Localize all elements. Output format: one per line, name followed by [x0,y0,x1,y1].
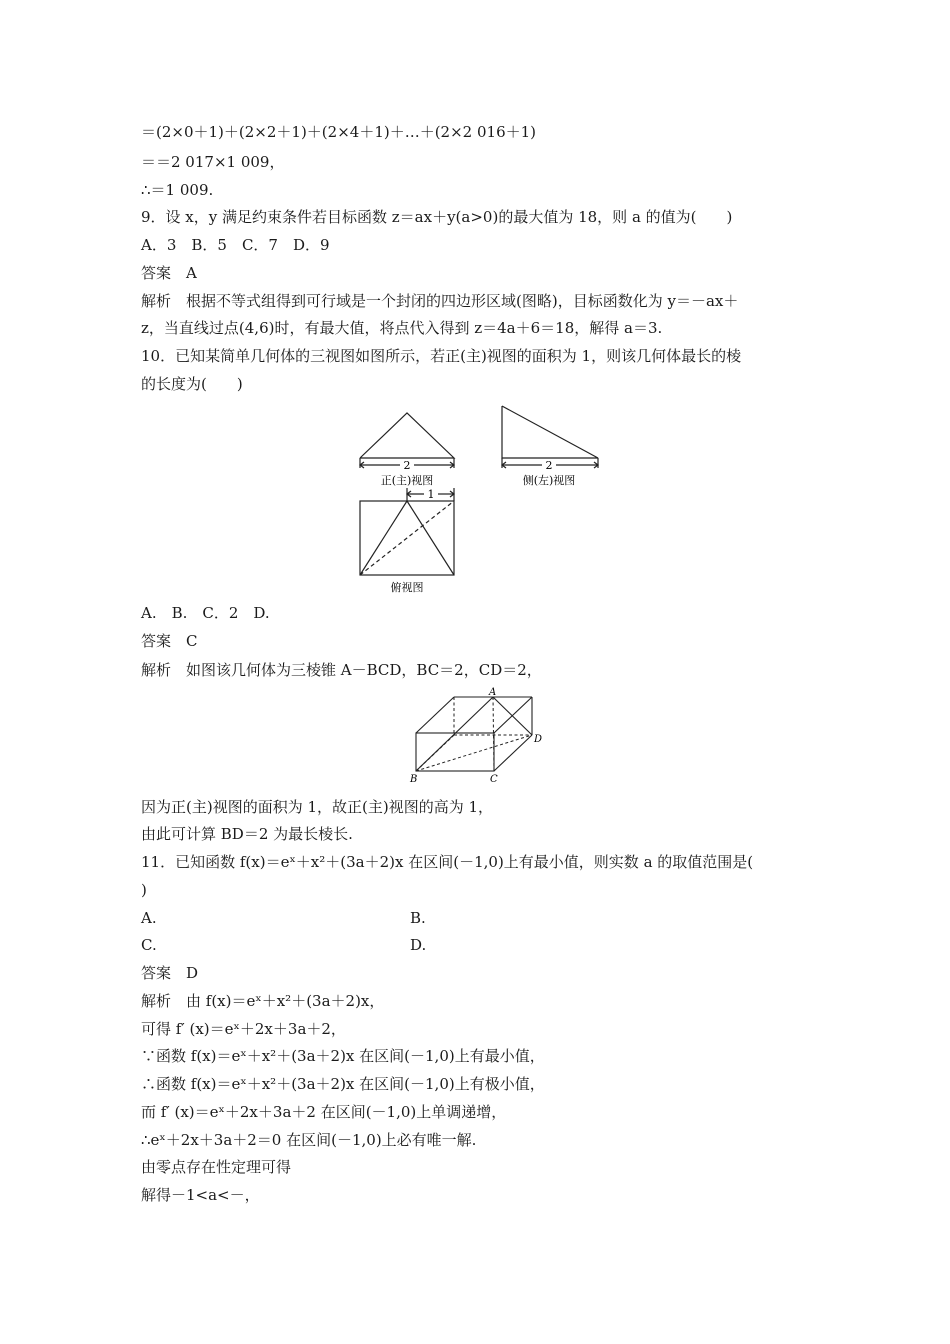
question-11-solution: ∴eˣ＋2x＋3a＋2＝0 在区间(－1,0)上必有唯一解. [141,1131,477,1149]
question-9: 9．设 x，y 满足约束条件若目标函数 z＝ax＋y(a>0)的最大值为 18，则 a 的值为( ) [141,208,733,226]
question-11: 11．已知函数 f(x)＝eˣ＋x²＋(3a＋2)x 在区间(－1,0)上有最小值，则实数 a 的取值范围是( [141,853,754,871]
question-11-solution: 解析 由 f(x)＝eˣ＋x²＋(3a＋2)x， [141,992,385,1010]
vertex-label-a: A [489,687,497,698]
text-line: ＝＝2 017×1 009， [141,153,285,171]
side-dim-label: 2 [545,459,553,472]
question-11-solution: 解得－1<a<－， [141,1186,260,1204]
text-line: ＝(2×0＋1)＋(2×2＋1)＋(2×4＋1)＋…＋(2×2 016＋1) [141,123,537,141]
vertex-label-d: D [534,734,543,745]
question-9-answer: 答案 A [141,264,197,282]
three-view-figure [350,400,630,600]
front-dim-label: 2 [403,459,411,472]
question-10-solution: 由此可计算 BD＝2 为最长棱长. [141,825,353,843]
question-10-solution: 解析 如图该几何体为三棱锥 A－BCD，BC＝2，CD＝2， [141,661,542,679]
option-d: D. [410,936,427,954]
question-11-solution: 由零点存在性定理可得 [141,1158,292,1176]
text-line: ∴＝1 009. [141,181,214,199]
question-10: 10．已知某简单几何体的三视图如图所示，若正(主)视图的面积为 1，则该几何体最长的棱 [141,347,742,365]
question-10: 的长度为( ) [141,375,243,393]
question-11-solution: 可得 f′ (x)＝eˣ＋2x＋3a＋2， [141,1020,346,1038]
question-10-answer: 答案 C [141,632,198,650]
prism-figure [408,685,548,785]
question-9-solution: z，当直线过点(4,6)时，有最大值，将点代入得到 z＝4a＋6＝18，解得 a＝3. [141,319,663,337]
front-view-label: 正(主)视图 [380,474,434,487]
question-11-solution: ∵函数 f(x)＝eˣ＋x²＋(3a＋2)x 在区间(－1,0)上有最小值， [141,1047,545,1065]
question-9-solution: 解析 根据不等式组得到可行域是一个封闭的四边形区域(图略)，目标函数化为 y＝－ax＋ [141,292,739,310]
question-11-answer: 答案 D [141,964,199,982]
option-a: A. [141,909,157,927]
option-b: B. [410,909,426,927]
question-11: ) [141,881,147,899]
top-view-label: 俯视图 [390,581,424,594]
top-view [360,488,454,575]
question-9-options: A．3 B．5 C．7 D．9 [141,236,330,254]
question-10-solution: 因为正(主)视图的面积为 1，故正(主)视图的高为 1， [141,798,494,816]
top-dim-label: 1 [427,488,435,501]
vertex-label-c: C [490,774,498,785]
option-c: C. [141,936,157,954]
question-11-solution: ∴函数 f(x)＝eˣ＋x²＋(3a＋2)x 在区间(－1,0)上有极小值， [141,1075,545,1093]
vertex-label-b: B [410,774,418,785]
question-10-options: A. B. C．2 D. [141,604,270,622]
side-view-label: 侧(左)视图 [522,474,576,487]
question-11-solution: 而 f′ (x)＝eˣ＋2x＋3a＋2 在区间(－1,0)上单调递增， [141,1103,507,1121]
